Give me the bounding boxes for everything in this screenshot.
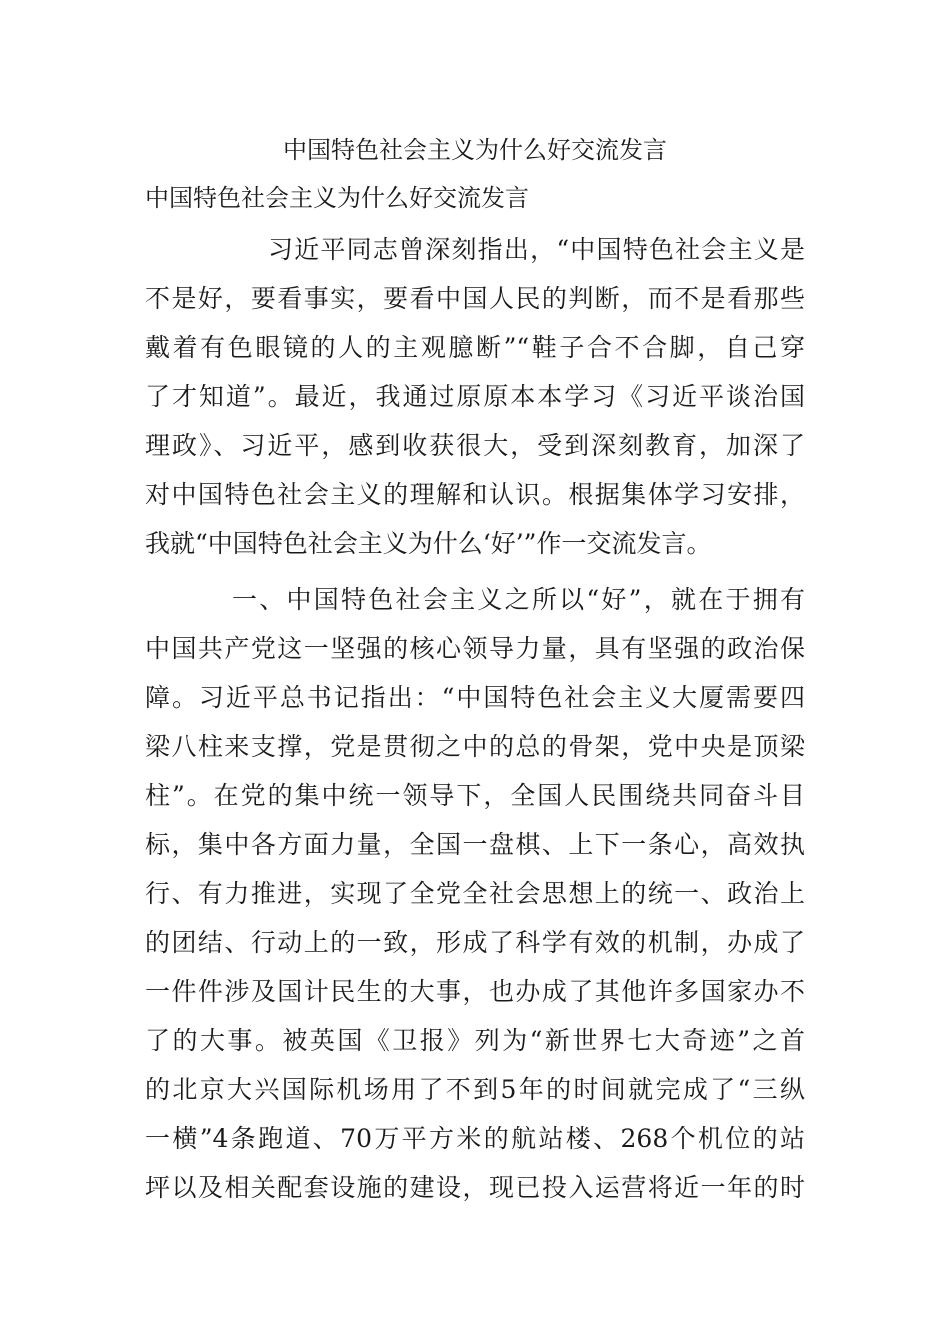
document-subtitle: 中国特色社会主义为什么好交流发言 — [145, 184, 529, 212]
paragraph-line: 一横”4条跑道、70万平方米的航站楼、268个机位的站 — [145, 1124, 805, 1153]
paragraph-line: 的团结、行动上的一致，形成了科学有效的机制，办成了 — [145, 928, 805, 957]
paragraph-line: 的北京大兴国际机场用了不到5年的时间就完成了“三纵 — [145, 1075, 805, 1104]
paragraph-line: 坪以及相关配套设施的建设，现已投入运营将近一年的时 — [145, 1173, 805, 1202]
paragraph-line: 一、中国特色社会主义之所以“好”，就在于拥有 — [232, 585, 805, 614]
paragraph-line: 对中国特色社会主义的理解和认识。根据集体学习安排， — [145, 480, 805, 509]
paragraph-line: 一件件涉及国计民生的大事，也办成了其他许多国家办不 — [145, 977, 805, 1006]
document-title: 中国特色社会主义为什么好交流发言 — [283, 136, 667, 164]
paragraph-line: 梁八柱来支撑，党是贯彻之中的总的骨架，党中央是顶梁 — [145, 732, 805, 761]
paragraph-line: 了才知道”。最近，我通过原原本本学习《习近平谈治国 — [145, 382, 805, 411]
paragraph-line: 习近平同志曾深刻指出，“中国特色社会主义是 — [268, 235, 805, 264]
paragraph-line: 不是好，要看事实，要看中国人民的判断，而不是看那些 — [145, 284, 805, 313]
paragraph-line: 行、有力推进，实现了全党全社会思想上的统一、政治上 — [145, 879, 805, 908]
paragraph-line: 戴着有色眼镜的人的主观臆断”“鞋子合不合脚，自己穿 — [145, 333, 805, 362]
paragraph-line: 柱”。在党的集中统一领导下，全国人民围绕共同奋斗目 — [145, 781, 805, 810]
paragraph-line: 标，集中各方面力量，全国一盘棋、上下一条心，高效执 — [145, 830, 805, 859]
paragraph-line: 了的大事。被英国《卫报》列为“新世界七大奇迹”之首 — [145, 1026, 805, 1055]
paragraph-line: 中国共产党这一坚强的核心领导力量，具有坚强的政治保 — [145, 634, 805, 663]
paragraph-line: 理政》、习近平，感到收获很大，受到深刻教育，加深了 — [145, 431, 805, 460]
paragraph-line: 我就“中国特色社会主义为什么‘好’”作一交流发言。 — [145, 529, 712, 558]
paragraph-line: 障。习近平总书记指出：“中国特色社会主义大厦需要四 — [145, 683, 805, 712]
